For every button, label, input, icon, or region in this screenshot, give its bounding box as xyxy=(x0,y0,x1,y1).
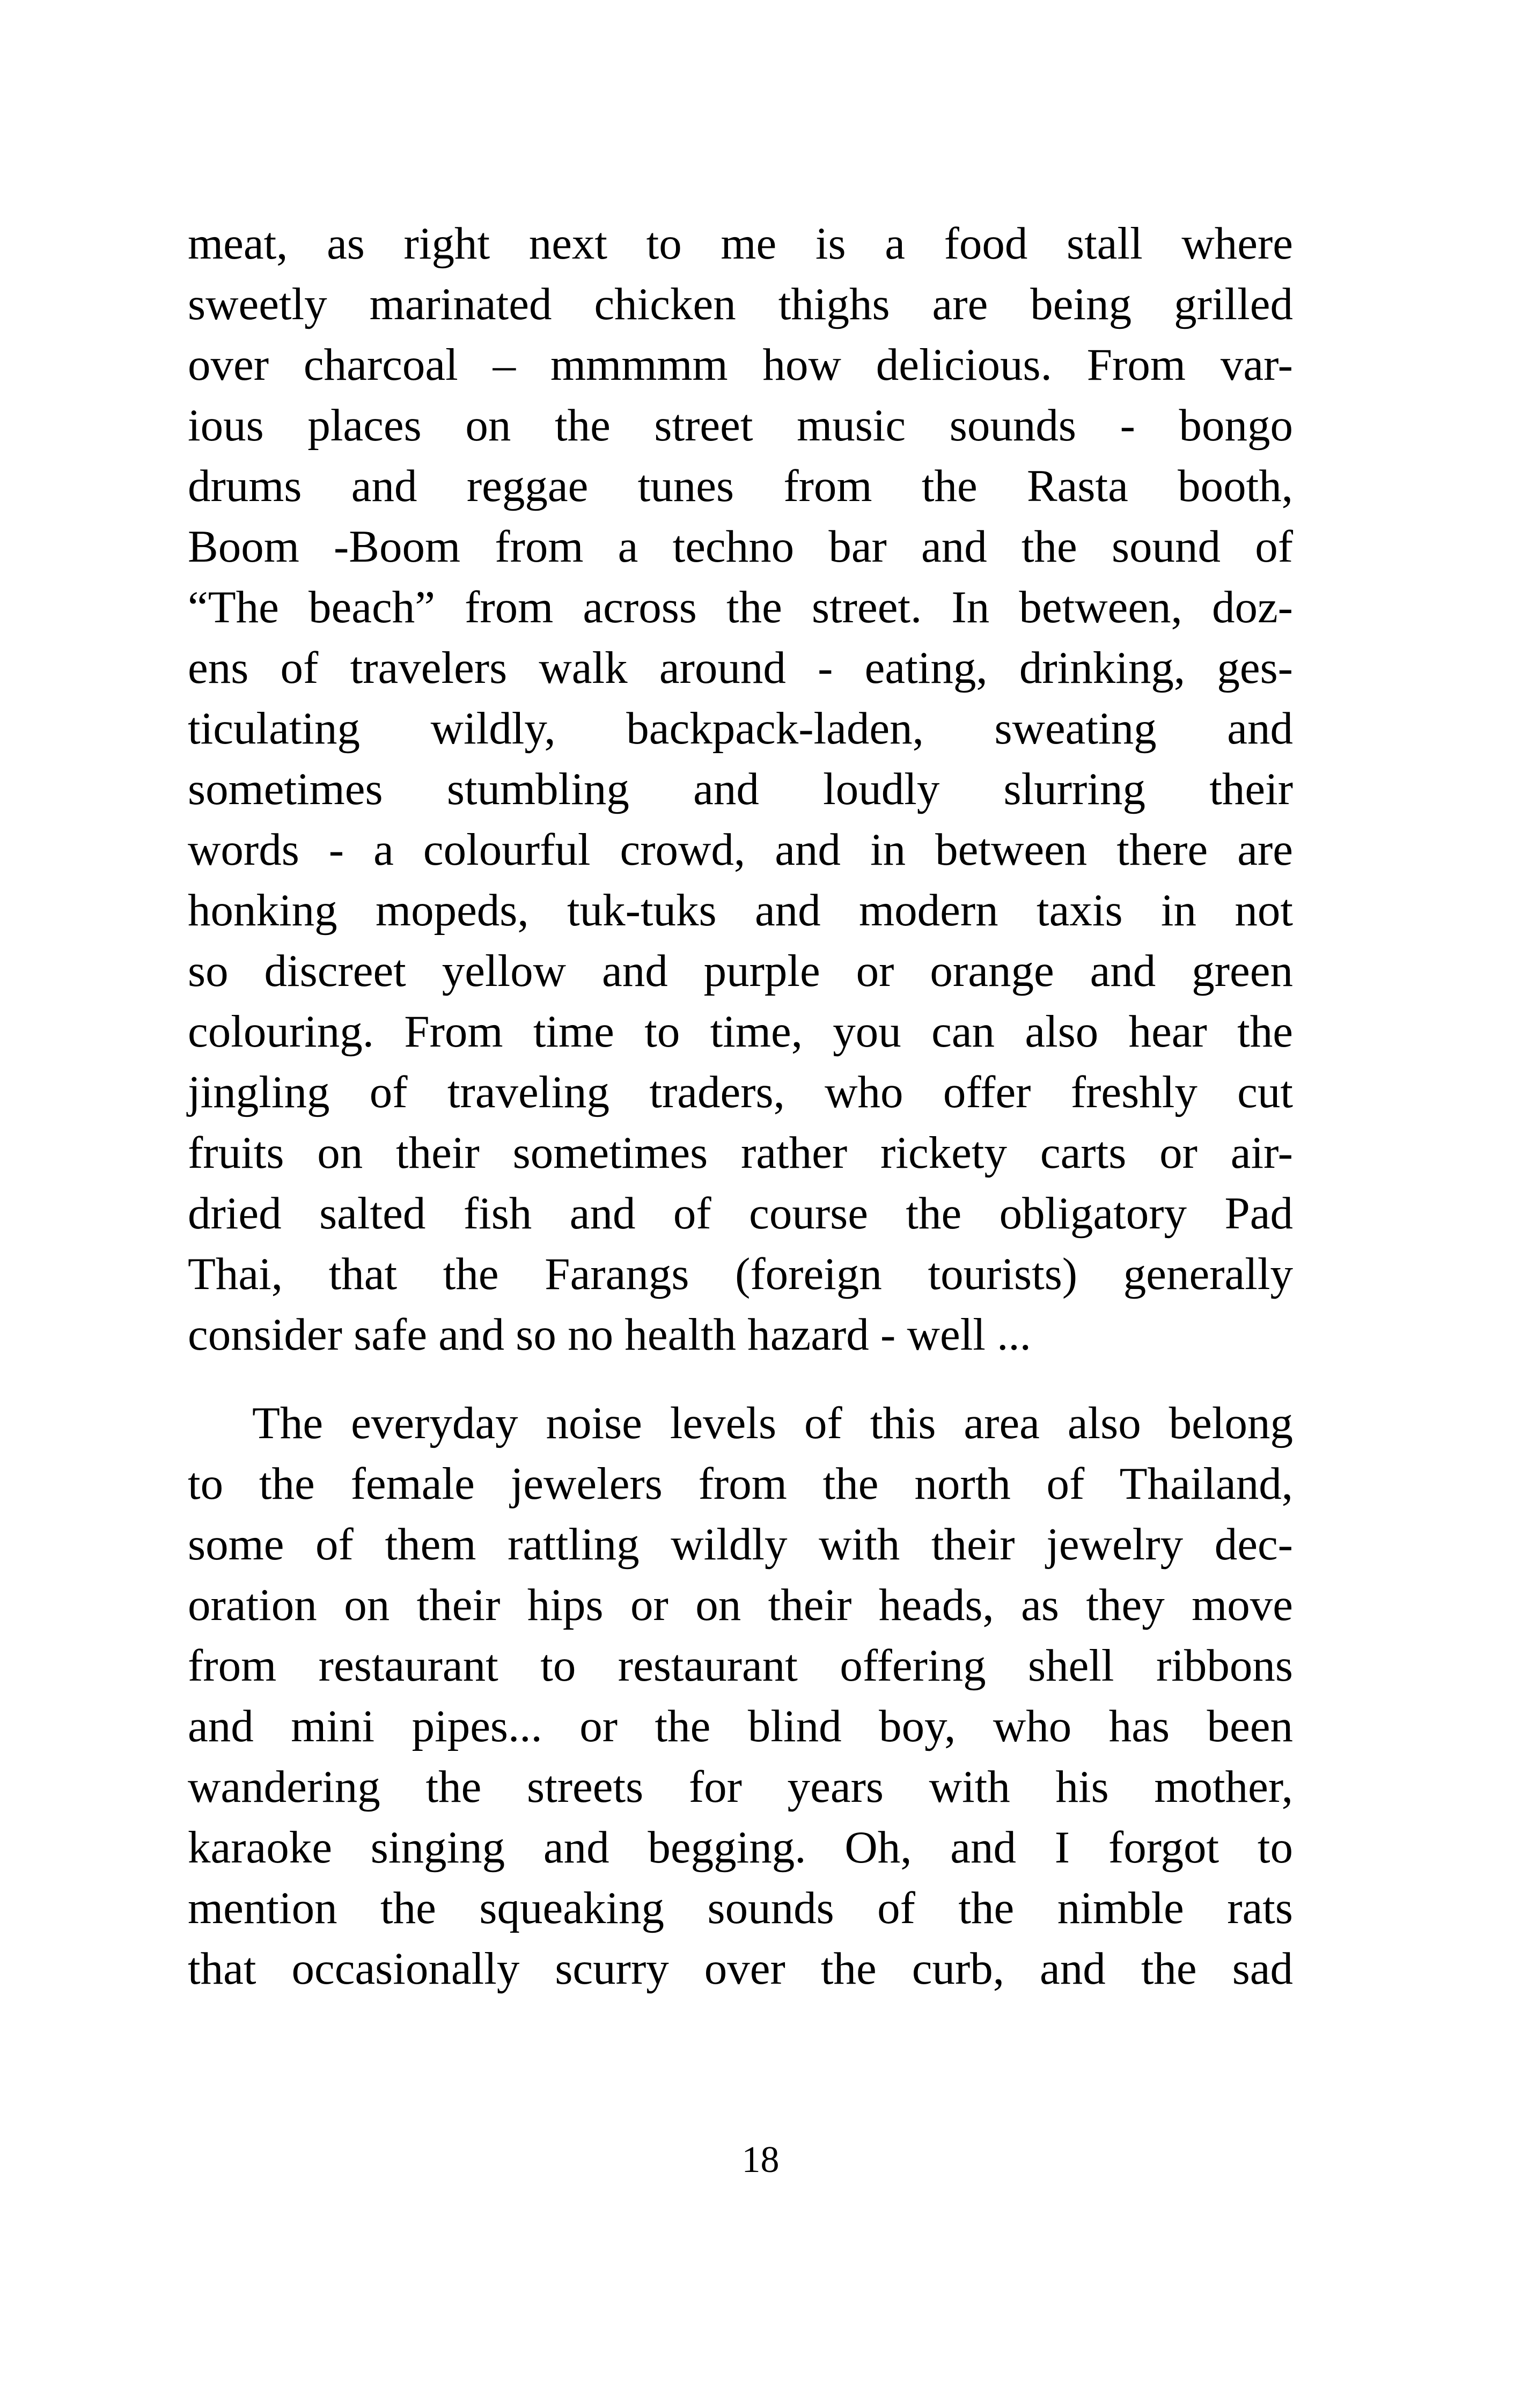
text-line: and mini pipes... or the blind boy, who has been xyxy=(188,1701,1293,1751)
text-line: that occasionally scurry over the curb, and the sad xyxy=(188,1943,1293,1994)
text-line: honking mopeds, tuk-tuks and modern taxis in not xyxy=(188,885,1293,936)
text-line: ious places on the street music sounds - bongo xyxy=(188,400,1293,451)
text-line: some of them rattling wildly with their jewelry dec- xyxy=(188,1519,1293,1570)
text-line: ticulating wildly, backpack-laden, sweating and xyxy=(188,703,1293,754)
text-line: wandering the streets for years with his mother, xyxy=(188,1762,1293,1812)
text-line: Thai, that the Farangs (foreign tourists) generally xyxy=(188,1249,1293,1299)
text-line: karaoke singing and begging. Oh, and I forgot to xyxy=(188,1822,1293,1873)
text-line: consider safe and so no health hazard - well ... xyxy=(188,1309,1031,1360)
text-line: Boom -Boom from a techno bar and the sound of xyxy=(188,521,1293,572)
text-line: mention the squeaking sounds of the nimble rats xyxy=(188,1883,1293,1933)
text-line: sometimes stumbling and loudly slurring their xyxy=(188,764,1293,814)
page-number: 18 xyxy=(741,2139,780,2181)
paragraph-2 xyxy=(188,1393,1293,1999)
text-line: jingling of traveling traders, who offer freshly cut xyxy=(188,1067,1293,1117)
text-line: fruits on their sometimes rather rickety carts or air- xyxy=(188,1128,1293,1178)
text-line: dried salted fish and of course the obligatory Pad xyxy=(188,1188,1293,1239)
text-line: meat, as right next to me is a food stall where xyxy=(188,218,1293,269)
paragraph-1 xyxy=(188,213,1293,1365)
text-line: over charcoal – mmmmm how delicious. From var- xyxy=(188,340,1293,390)
text-line: The everyday noise levels of this area also belong xyxy=(252,1398,1293,1448)
text-line: so discreet yellow and purple or orange and green xyxy=(188,946,1293,996)
text-line: oration on their hips or on their heads, as they move xyxy=(188,1580,1293,1630)
text-line: drums and reggae tunes from the Rasta booth, xyxy=(188,461,1293,511)
text-line: from restaurant to restaurant offering shell ribbons xyxy=(188,1640,1293,1691)
text-line: ens of travelers walk around - eating, drinking, ges- xyxy=(188,643,1293,693)
text-line: sweetly marinated chicken thighs are being grilled xyxy=(188,279,1293,329)
text-line: colouring. From time to time, you can also hear the xyxy=(188,1006,1293,1057)
text-line: to the female jewelers from the north of Thailand, xyxy=(188,1459,1293,1509)
text-line: words - a colourful crowd, and in between there are xyxy=(188,824,1293,875)
text-line: “The beach” from across the street. In between, doz- xyxy=(188,582,1293,632)
